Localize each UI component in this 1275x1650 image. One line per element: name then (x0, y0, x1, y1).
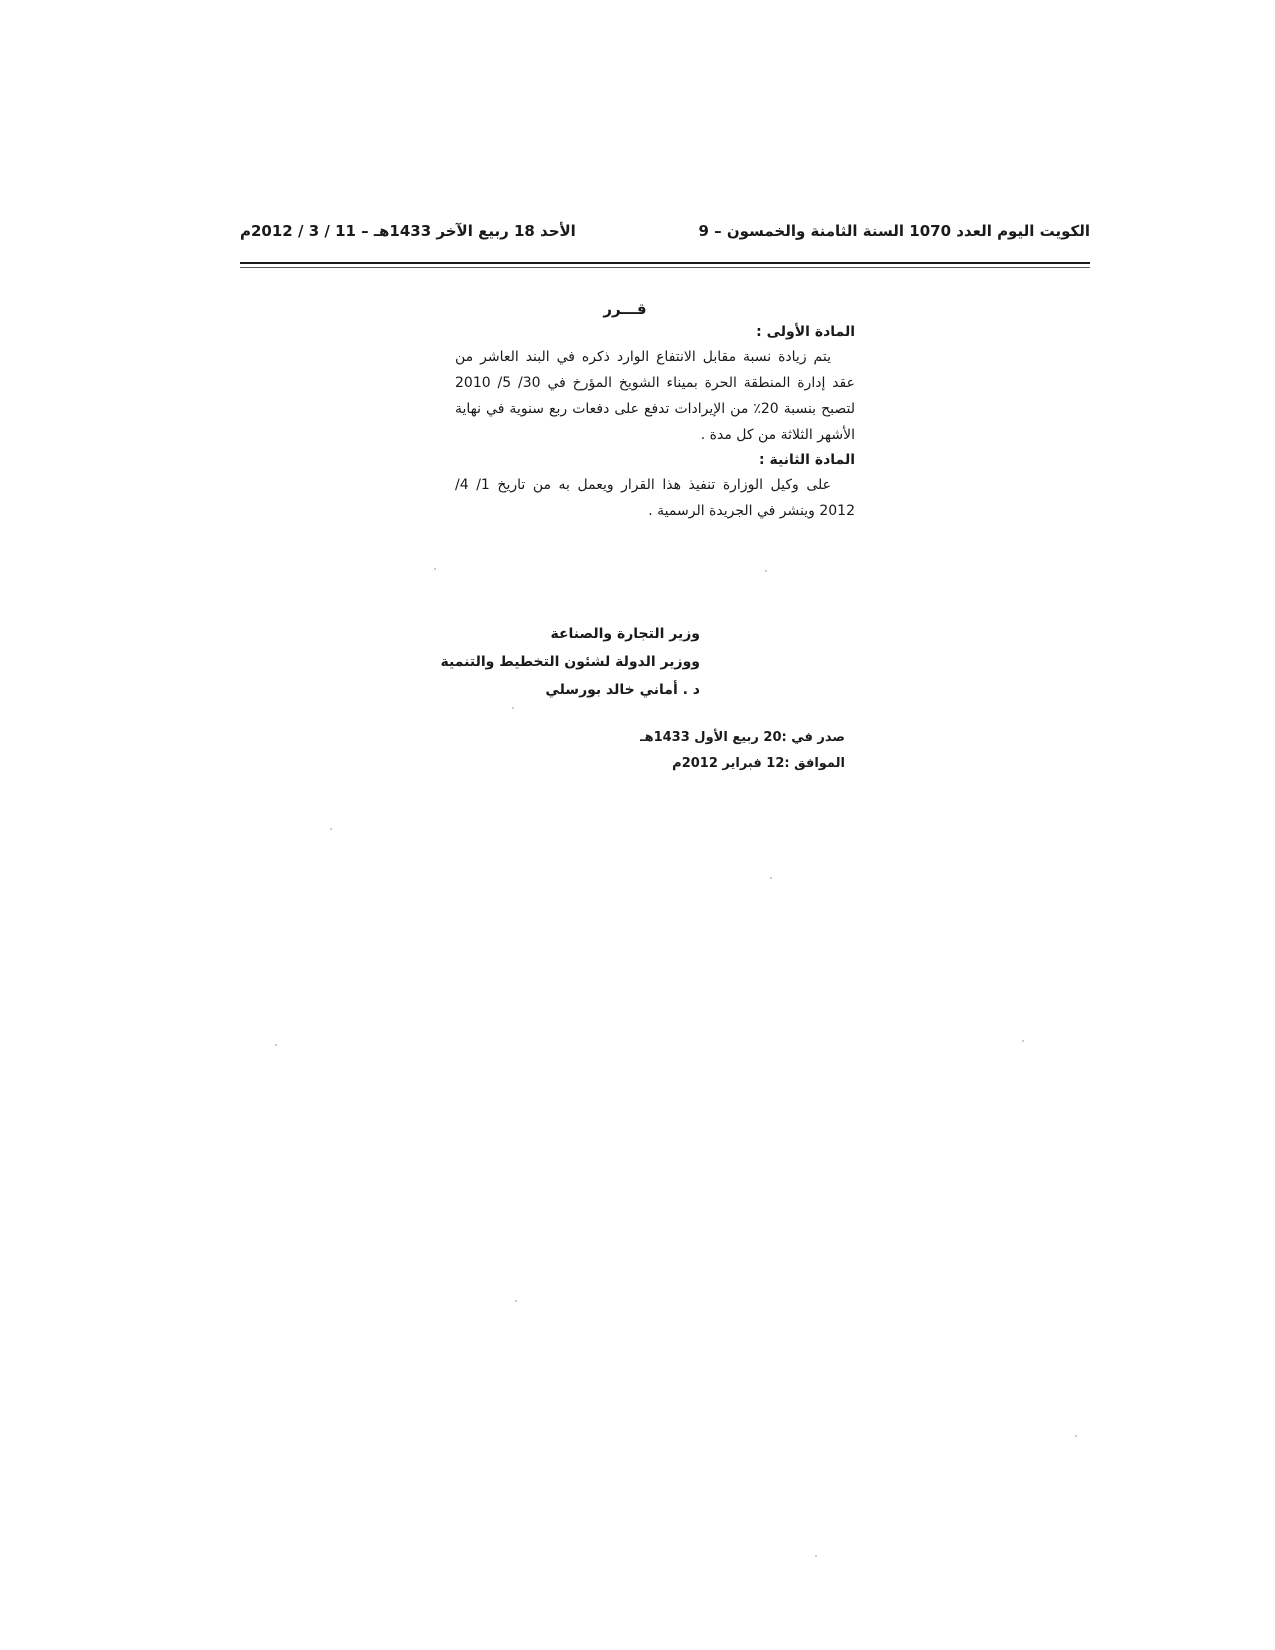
header-rule-thin (240, 267, 1090, 268)
article-2-text: على وكيل الوزارة تنفيذ هذا القرار ويعمل به من تاريخ 1/ 4/ 2012 وينشر في الجريدة الرسمية . (455, 477, 855, 519)
header-rule-thick (240, 262, 1090, 264)
issue-date-block (640, 725, 845, 777)
scan-speck (434, 568, 436, 570)
scan-speck (330, 828, 332, 830)
issue-gregorian-date: الموافق :12 فبراير 2012م (672, 756, 845, 771)
signature-name: د . أماني خالد بورسلي (545, 682, 700, 698)
header-date: الأحد 18 ربيع الآخر 1433هـ – 11 / 3 / 2012م (240, 222, 576, 240)
scan-speck (1022, 1040, 1024, 1042)
scan-speck (815, 1555, 817, 1557)
page-header (240, 222, 1090, 252)
scan-speck (515, 1300, 517, 1302)
article-2-heading: المادة الثانية : (759, 452, 855, 468)
header-issue-info: الكويت اليوم العدد 1070 السنة الثامنة والخمسون – 9 (698, 222, 1090, 240)
scan-speck (275, 1044, 277, 1046)
decision-title: قـــرر (603, 300, 647, 318)
article-1-text: يتم زيادة نسبة مقابل الانتفاع الوارد ذكره في البند العاشر من عقد إدارة المنطقة الحرة بميناء الشويخ المؤرخ في 30/ 5/ 2010 لتصبح بنسبة 20٪ من الإيرادات تدفع على دفعات ربع سنوية في نهاية الأشهر الثلاثة من كل مدة . (455, 349, 855, 443)
scan-speck (512, 707, 514, 709)
signature-block (440, 620, 700, 704)
signature-title-1: وزير التجارة والصناعة (550, 626, 700, 642)
issue-hijri-date: صدر في :20 ربيع الأول 1433هـ (640, 730, 845, 745)
scan-speck (770, 877, 772, 879)
scan-speck (1075, 1435, 1077, 1437)
decision-body (455, 300, 855, 524)
article-1-heading: المادة الأولى : (756, 324, 855, 340)
scan-speck (765, 570, 767, 572)
signature-title-2: ووزير الدولة لشئون التخطيط والتنمية (440, 654, 700, 670)
